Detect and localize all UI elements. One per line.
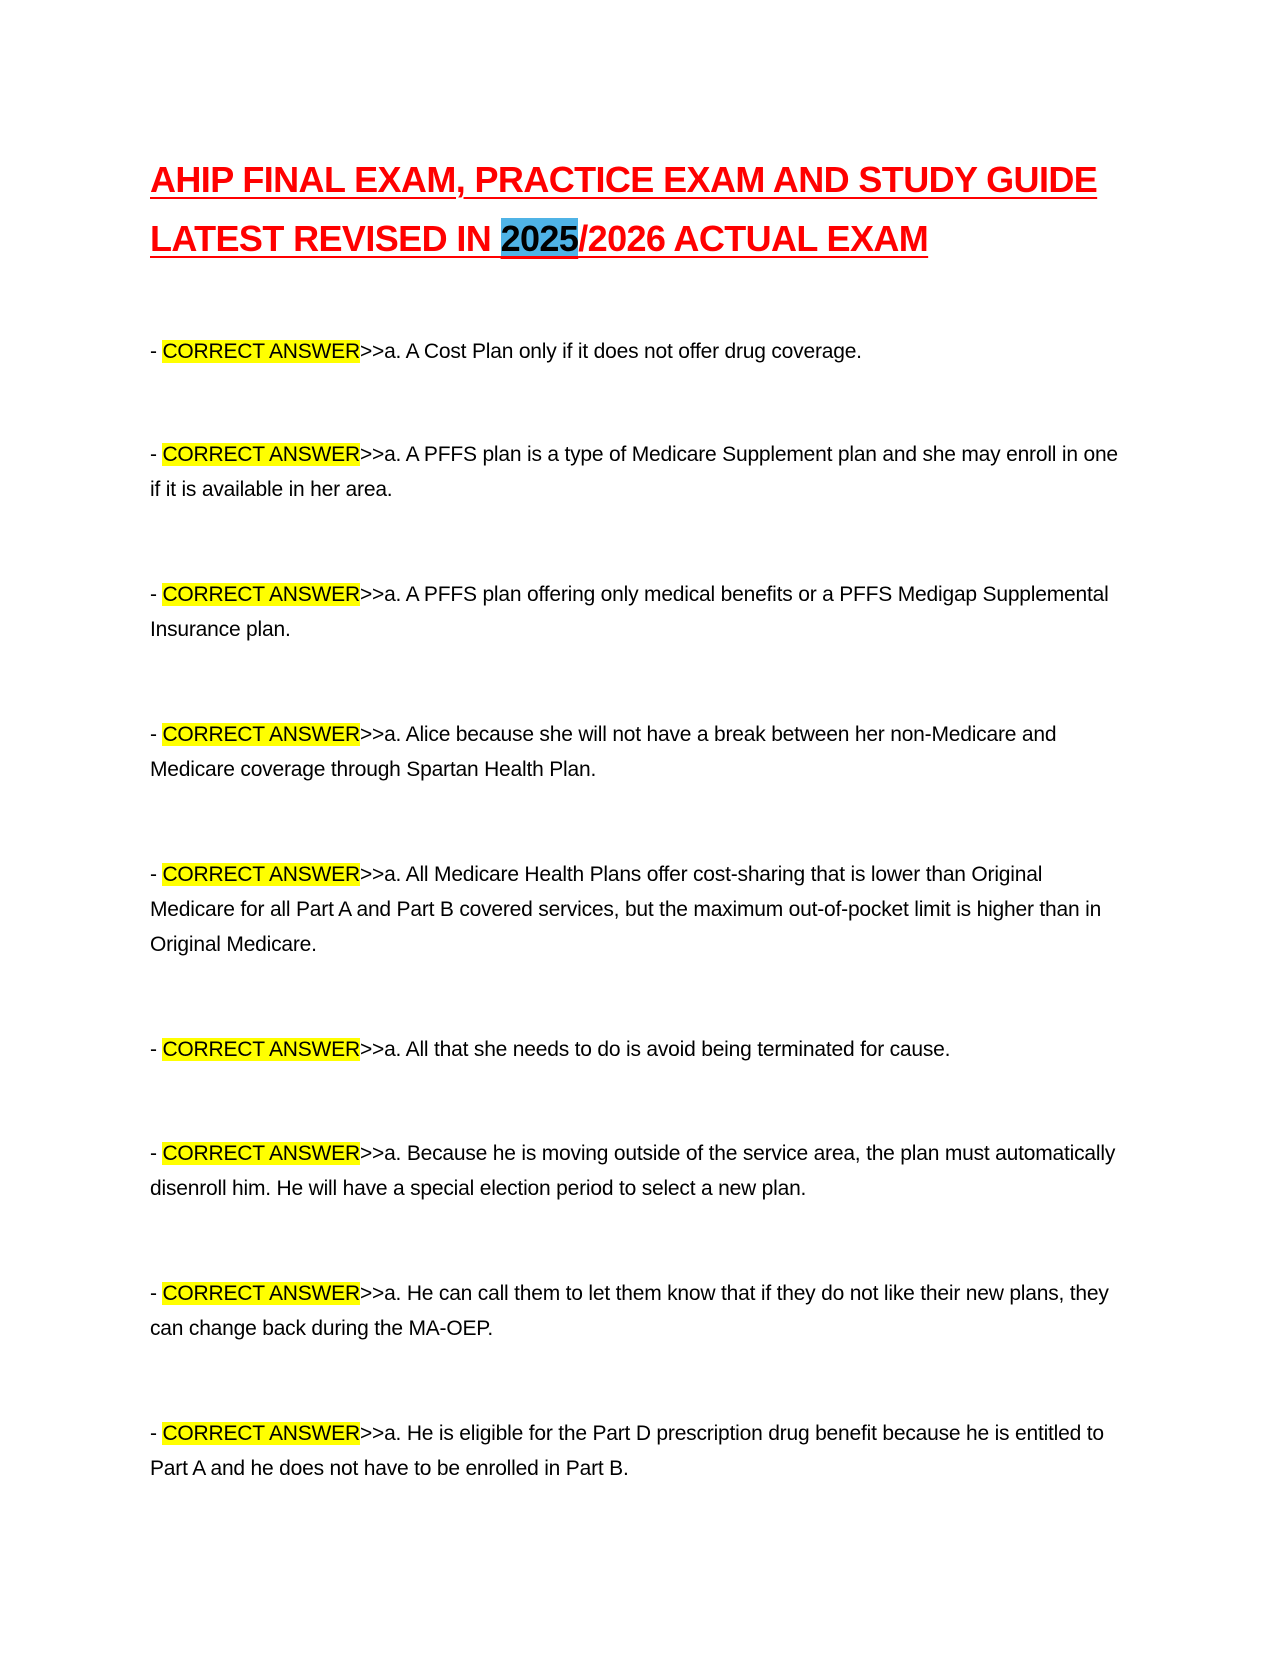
answer-text: >>a. He can call them to let them know that if they do not like their new plans, they can change back during the MA-OEP. — [150, 1282, 1109, 1340]
answer-prefix: - — [150, 1422, 163, 1445]
answer-text: >>a. A Cost Plan only if it does not offer drug coverage. — [359, 340, 862, 363]
document-title — [150, 150, 1150, 268]
answer-prefix: - — [150, 723, 163, 746]
answer-item-2 — [150, 437, 1130, 507]
correct-answer-label: CORRECT ANSWER — [162, 583, 360, 606]
title-text-start: AHIP FINAL EXAM, PRACTICE EXAM AND STUDY GUIDE LATEST REVISED IN — [150, 159, 1098, 259]
answer-prefix: - — [150, 340, 163, 363]
answer-text: >>a. Because he is moving outside of the service area, the plan must automatically disenroll him. He will have a special election period to select a new plan. — [150, 1142, 1116, 1200]
answer-text: >>a. A PFFS plan is a type of Medicare Supplement plan and she may enroll in one if it is available in her area. — [150, 443, 1118, 501]
answer-prefix: - — [150, 1282, 163, 1305]
correct-answer-label: CORRECT ANSWER — [162, 863, 360, 886]
correct-answer-label: CORRECT ANSWER — [162, 723, 360, 746]
answer-prefix: - — [150, 863, 163, 886]
answer-prefix: - — [150, 1142, 163, 1165]
title-year-highlight: 2025 — [500, 218, 579, 259]
answer-item-6 — [150, 1032, 1130, 1067]
answer-item-8 — [150, 1276, 1130, 1346]
answer-text: >>a. Alice because she will not have a break between her non-Medicare and Medicare coverage through Spartan Health Plan. — [150, 723, 1057, 781]
answer-item-4 — [150, 717, 1130, 787]
answer-prefix: - — [150, 443, 163, 466]
answer-item-1 — [150, 334, 1130, 369]
answer-item-9 — [150, 1416, 1130, 1486]
correct-answer-label: CORRECT ANSWER — [162, 340, 360, 363]
answer-text: >>a. He is eligible for the Part D prescription drug benefit because he is entitled to Part A and he does not have to be enrolled in Part B. — [150, 1422, 1104, 1480]
correct-answer-label: CORRECT ANSWER — [162, 1282, 360, 1305]
answer-text: >>a. All Medicare Health Plans offer cost-sharing that is lower than Original Medicare for all Part A and Part B covered services, but the maximum out-of-pocket limit is higher than in Original Medicare. — [150, 863, 1102, 956]
answer-text: >>a. All that she needs to do is avoid being terminated for cause. — [359, 1038, 951, 1061]
answer-item-3 — [150, 577, 1130, 647]
correct-answer-label: CORRECT ANSWER — [162, 1422, 360, 1445]
correct-answer-label: CORRECT ANSWER — [162, 443, 360, 466]
answer-item-7 — [150, 1136, 1130, 1206]
answer-prefix: - — [150, 583, 163, 606]
correct-answer-label: CORRECT ANSWER — [162, 1142, 360, 1165]
answer-item-5 — [150, 857, 1130, 962]
answer-prefix: - — [150, 1038, 163, 1061]
title-text-end: /2026 ACTUAL EXAM — [578, 218, 929, 259]
correct-answer-label: CORRECT ANSWER — [162, 1038, 360, 1061]
answer-text: >>a. A PFFS plan offering only medical benefits or a PFFS Medigap Supplemental Insurance plan. — [150, 583, 1109, 641]
